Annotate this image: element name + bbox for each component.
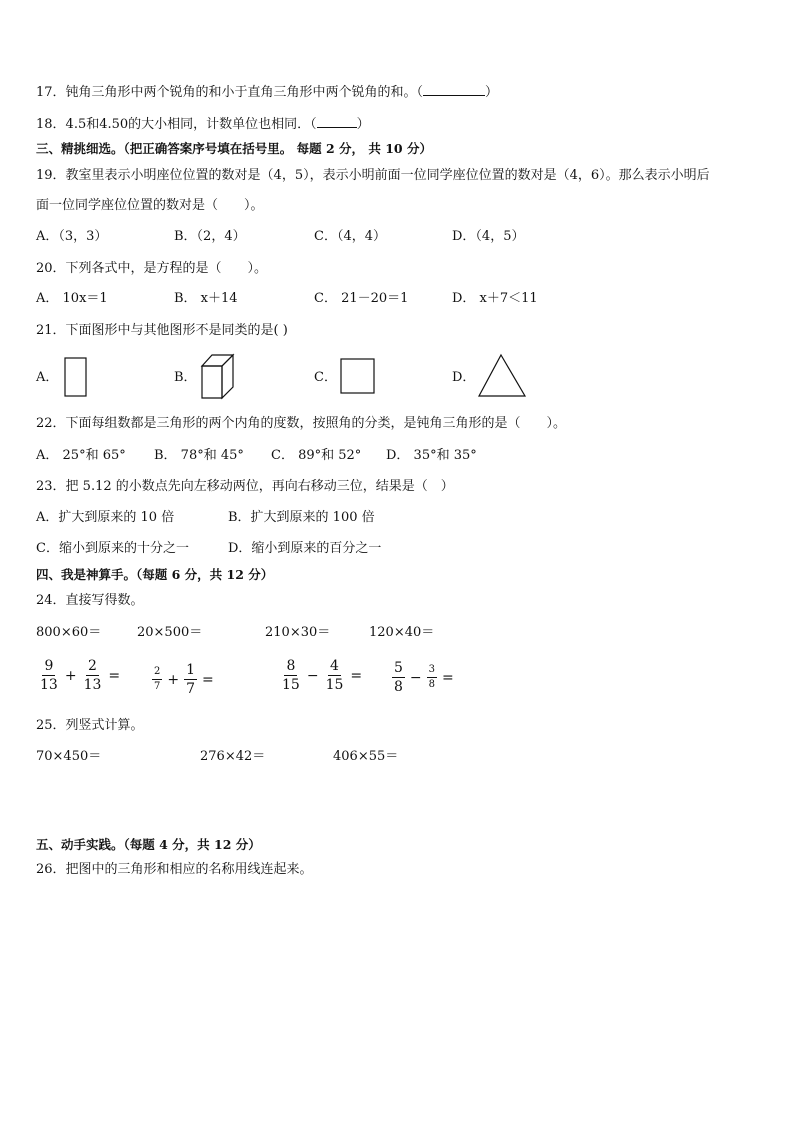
q19-option-d[interactable]: D．（4，5） <box>452 229 525 244</box>
numerator: 1 <box>186 662 196 678</box>
numerator: 8 <box>286 658 296 674</box>
q19-option-a[interactable]: A．（3，3） <box>36 229 108 244</box>
q21-option-b[interactable]: B． <box>174 370 197 385</box>
q24-calc-2: 20×500＝ <box>137 625 203 640</box>
q23-option-d[interactable]: D．缩小到原来的百分之一 <box>228 541 382 556</box>
q19-option-b[interactable]: B．（2，4） <box>174 229 246 244</box>
equals-sign: = <box>108 667 121 684</box>
operator: − <box>306 667 319 684</box>
denominator: 15 <box>282 677 300 693</box>
q23-option-c[interactable]: C．缩小到原来的十分之一 <box>36 541 189 556</box>
cuboid-icon <box>200 352 236 400</box>
q23-option-a[interactable]: A．扩大到原来的 10 倍 <box>36 510 175 525</box>
question-20-stem: 20．下列各式中，是方程的是（ ）。 <box>36 261 268 276</box>
q21-option-c[interactable]: C． <box>314 370 337 385</box>
section-3-heading: 三、精挑细选。（把正确答案序号填在括号里。 每题 2 分， 共 10 分） <box>36 141 432 156</box>
q24-calc-4: 120×40＝ <box>369 625 435 640</box>
denominator: 13 <box>40 677 58 693</box>
question-18-close: ） <box>356 117 370 132</box>
answer-blank-17[interactable] <box>423 82 485 96</box>
q20-option-b[interactable]: B． x＋14 <box>174 291 238 306</box>
q20-option-d[interactable]: D． x＋7＜11 <box>452 291 538 306</box>
operator: + <box>167 671 180 688</box>
question-23-stem: 23．把 5.12 的小数点先向左移动两位，再向右移动三位，结果是（ ） <box>36 479 454 494</box>
question-21-stem: 21．下面图形中与其他图形不是同类的是( ) <box>36 323 288 338</box>
question-22-stem: 22．下面每组数都是三角形的两个内角的度数，按照角的分类，是钝角三角形的是（ ）。 <box>36 416 567 431</box>
q24-calc-1: 800×60＝ <box>36 625 102 640</box>
question-18-text: 18．4.5和4.50的大小相同，计数单位也相同．（ <box>36 117 317 132</box>
q24-fraction-1 <box>36 658 123 693</box>
operator: − <box>409 669 422 686</box>
q23-option-b[interactable]: B．扩大到原来的 100 倍 <box>228 510 375 525</box>
q25-calc-3: 406×55＝ <box>333 749 399 764</box>
q24-fraction-4 <box>390 660 457 695</box>
q24-fraction-3 <box>278 658 365 693</box>
numerator: 2 <box>88 658 97 674</box>
q22-option-d[interactable]: D． 35°和 35° <box>386 448 477 463</box>
triangle-icon <box>477 353 527 399</box>
tall-rectangle-icon <box>64 357 88 399</box>
section-5-heading: 五、动手实践。（每题 4 分，共 12 分） <box>36 837 261 852</box>
denominator: 7 <box>154 681 161 692</box>
denominator: 15 <box>325 677 344 693</box>
equals-sign: = <box>202 671 214 688</box>
numerator: 9 <box>44 658 54 674</box>
question-18 <box>36 114 370 134</box>
square-icon <box>340 358 376 396</box>
question-25-stem: 25．列竖式计算。 <box>36 718 144 733</box>
q21-option-a[interactable]: A． <box>36 370 59 385</box>
q22-option-a[interactable]: A． 25°和 65° <box>36 448 126 463</box>
denominator: 8 <box>394 679 403 695</box>
q25-calc-1: 70×450＝ <box>36 749 102 764</box>
question-17-close: ） <box>485 85 499 100</box>
question-26-stem: 26．把图中的三角形和相应的名称用线连起来。 <box>36 862 313 877</box>
denominator: 7 <box>186 681 196 697</box>
section-4-heading: 四、我是神算手。（每题 6 分，共 12 分） <box>36 567 274 582</box>
q19-option-c[interactable]: C．（4，4） <box>314 229 386 244</box>
q20-option-a[interactable]: A． 10x＝1 <box>36 291 108 306</box>
question-24-stem: 24．直接写得数。 <box>36 593 144 608</box>
numerator: 2 <box>152 666 162 680</box>
answer-blank-18[interactable] <box>317 114 357 128</box>
q21-option-d[interactable]: D． <box>452 370 476 385</box>
q22-option-b[interactable]: B． 78°和 45° <box>154 448 244 463</box>
operator: + <box>64 667 77 684</box>
q22-option-c[interactable]: C． 89°和 52° <box>271 448 362 463</box>
question-17 <box>36 82 498 102</box>
q24-fraction-2 <box>150 662 217 697</box>
question-19-line1: 19．教室里表示小明座位位置的数对是（4，5），表示小明前面一位同学座位位置的数对是（4，6）。那么表示小明后 <box>36 168 710 183</box>
numerator: 5 <box>394 660 403 676</box>
denominator: 13 <box>83 677 102 693</box>
equals-sign: = <box>442 669 454 686</box>
equals-sign: = <box>350 667 363 684</box>
q25-calc-2: 276×42＝ <box>200 749 266 764</box>
q20-option-c[interactable]: C． 21－20＝1 <box>314 291 409 306</box>
denominator: 8 <box>428 679 436 690</box>
numerator: 3 <box>427 664 437 678</box>
question-19-line2: 面一位同学座位位置的数对是（ ）。 <box>36 198 264 213</box>
question-17-text: 17．钝角三角形中两个锐角的和小于直角三角形中两个锐角的和。（ <box>36 85 424 100</box>
q24-calc-3: 210×30＝ <box>265 625 331 640</box>
numerator: 4 <box>330 658 339 674</box>
